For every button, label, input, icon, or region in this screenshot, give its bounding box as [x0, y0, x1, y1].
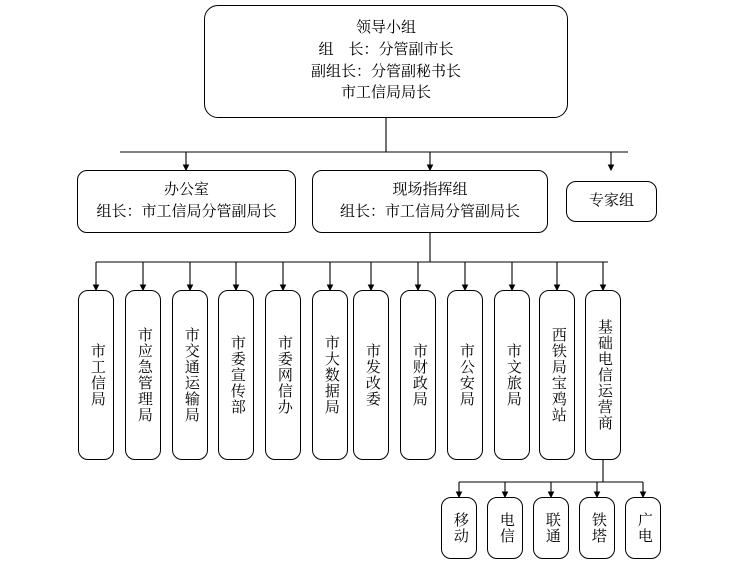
leader-group-line-3: 副组长：分管副秘书长	[310, 63, 461, 80]
unit-12-label: 基础电信运营商	[595, 319, 612, 431]
onsite-command-title: 现场指挥组	[392, 181, 468, 198]
unit-11-label: 西铁局宝鸡站	[549, 327, 566, 423]
node-unit-8	[400, 290, 436, 460]
node-unit-12	[585, 290, 621, 460]
node-unit-10	[494, 290, 530, 460]
node-carrier-3	[533, 497, 569, 559]
node-leader-group	[204, 5, 568, 118]
unit-10-label: 市文旅局	[504, 343, 521, 407]
node-carrier-2	[487, 497, 523, 559]
node-unit-4	[218, 290, 254, 460]
unit-7-label: 市发改委	[363, 343, 380, 407]
carrier-3-label: 联通	[543, 512, 560, 544]
unit-9-label: 市公安局	[457, 343, 474, 407]
carrier-4-label: 铁塔	[589, 512, 606, 544]
unit-3-label: 市交通运输局	[182, 327, 199, 423]
node-unit-5	[265, 290, 301, 460]
node-unit-3	[172, 290, 208, 460]
node-onsite-command	[312, 170, 548, 233]
leader-group-title: 领导小组	[355, 20, 416, 36]
node-carrier-4	[579, 497, 615, 559]
node-unit-6	[312, 290, 348, 460]
node-office	[77, 170, 296, 233]
node-unit-11	[539, 290, 575, 460]
leader-group-line-4: 市工信局局长	[340, 85, 431, 102]
leader-group-line-2: 组 长：分管副市长	[318, 41, 454, 58]
carrier-1-label: 移动	[451, 512, 468, 544]
node-unit-1	[78, 290, 114, 460]
unit-6-label: 市大数据局	[322, 335, 339, 415]
onsite-command-leader: 组长：市工信局分管副局长	[339, 203, 520, 220]
expert-group-title: 专家组	[588, 192, 634, 209]
unit-2-label: 市应急管理局	[135, 327, 152, 423]
office-title: 办公室	[163, 181, 209, 198]
node-unit-7	[353, 290, 389, 460]
node-unit-2	[125, 290, 161, 460]
node-carrier-1	[441, 497, 477, 559]
unit-1-label: 市工信局	[88, 343, 105, 407]
node-expert-group	[566, 181, 657, 222]
unit-4-label: 市委宣传部	[228, 335, 245, 415]
node-unit-9	[447, 290, 483, 460]
carrier-5-label: 广电	[635, 512, 652, 544]
unit-5-label: 市委网信办	[275, 335, 292, 415]
unit-8-label: 市财政局	[410, 343, 427, 407]
node-carrier-5	[625, 497, 661, 559]
office-leader: 组长：市工信局分管副局长	[96, 203, 277, 220]
carrier-2-label: 电信	[497, 512, 514, 544]
